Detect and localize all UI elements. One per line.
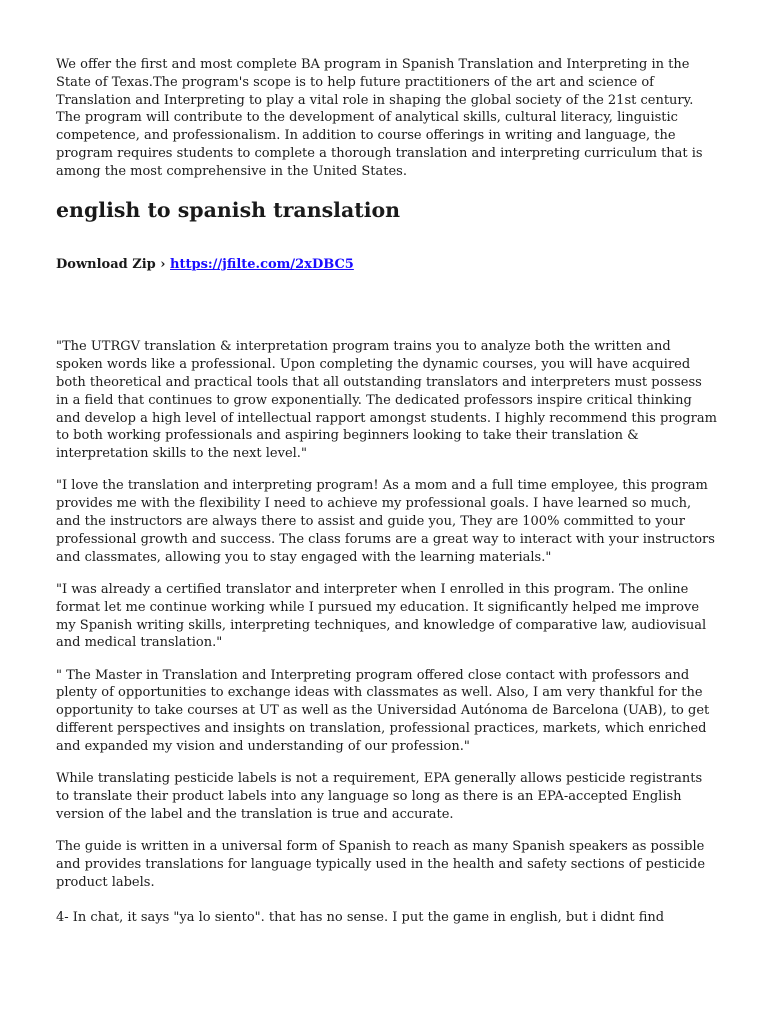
page-heading: english to spanish translation: [56, 197, 401, 222]
download-line: [56, 256, 718, 274]
body-content: [56, 338, 718, 927]
intro-paragraph: We offer the first and most complete BA program in Spanish Translation and Interpreting in the State of Texas.The program's scope is to help future practitioners of the art and science of Translation and Interpreting to play a vital role in shaping the global society of the 21st century. The program will contribute to the development of analytical skills, cultural literacy, linguistic competence, and professionalism. In addition to course offerings in writing and language, the program requires students to complete a thorough translation and interpreting curriculum that is among the most comprehensive in the United States.: [56, 57, 703, 179]
document-page: [56, 56, 718, 942]
download-link[interactable]: https://jfilte.com/2xDBC5: [170, 256, 354, 272]
body-paragraph: While translating pesticide labels is not a requirement, EPA generally allows pesticide registrants to translate their product labels into any language so long as there is an EPA-accepted English version of the label and the translation is true and accurate.: [56, 771, 703, 822]
testimonial-paragraph: "The UTRGV translation & interpretation program trains you to analyze both the written and spoken words like a professional. Upon completing the dynamic courses, you will have acquired both theoretical and practical tools that all outstanding translators and interpreters must possess in a field that continues to grow exponentially. The dedicated professors inspire critical thinking and develop a high level of intellectual rapport amongst students. I highly recommend this program to both working professionals and aspiring beginners looking to take their translation & interpretation skills to the next level.": [56, 339, 717, 462]
testimonial-paragraph: "I was already a certified translator and interpreter when I enrolled in this program. The online format let me continue working while I pursued my education. It significantly helped me improve my Spanish writing skills, interpreting techniques, and knowledge of comparative law, audiovisual and medical translation.": [56, 581, 707, 651]
body-paragraph: 4- In chat, it says "ya lo siento". that has no sense. I put the game in english, but i didnt find: [56, 910, 665, 926]
body-paragraph: The guide is written in a universal form of Spanish to reach as many Spanish speakers as possible and provides translations for language typically used in the health and safety sections of pesticide product labels.: [56, 839, 706, 890]
testimonial-paragraph: "I love the translation and interpreting program! As a mom and a full time employee, this program provides me with the flexibility I need to achieve my professional goals. I have learned so much, and the instructors are always there to assist and guide you, They are 100% committed to your professional growth and success. The class forums are a great way to interact with your instructors and classmates, allowing you to stay engaged with the learning materials.": [56, 478, 715, 565]
testimonial-paragraph: " The Master in Translation and Interpreting program offered close contact with professors and plenty of opportunities to exchange ideas with classmates as well. Also, I am very thankful for the opportunity to take courses at UT as well as the Universidad Autónoma de Barcelona (UAB), to get different perspectives and insights on translation, professional practices, markets, which enriched and expanded my vision and understanding of our profession.": [56, 667, 710, 754]
download-label: Download Zip ›: [56, 256, 166, 272]
